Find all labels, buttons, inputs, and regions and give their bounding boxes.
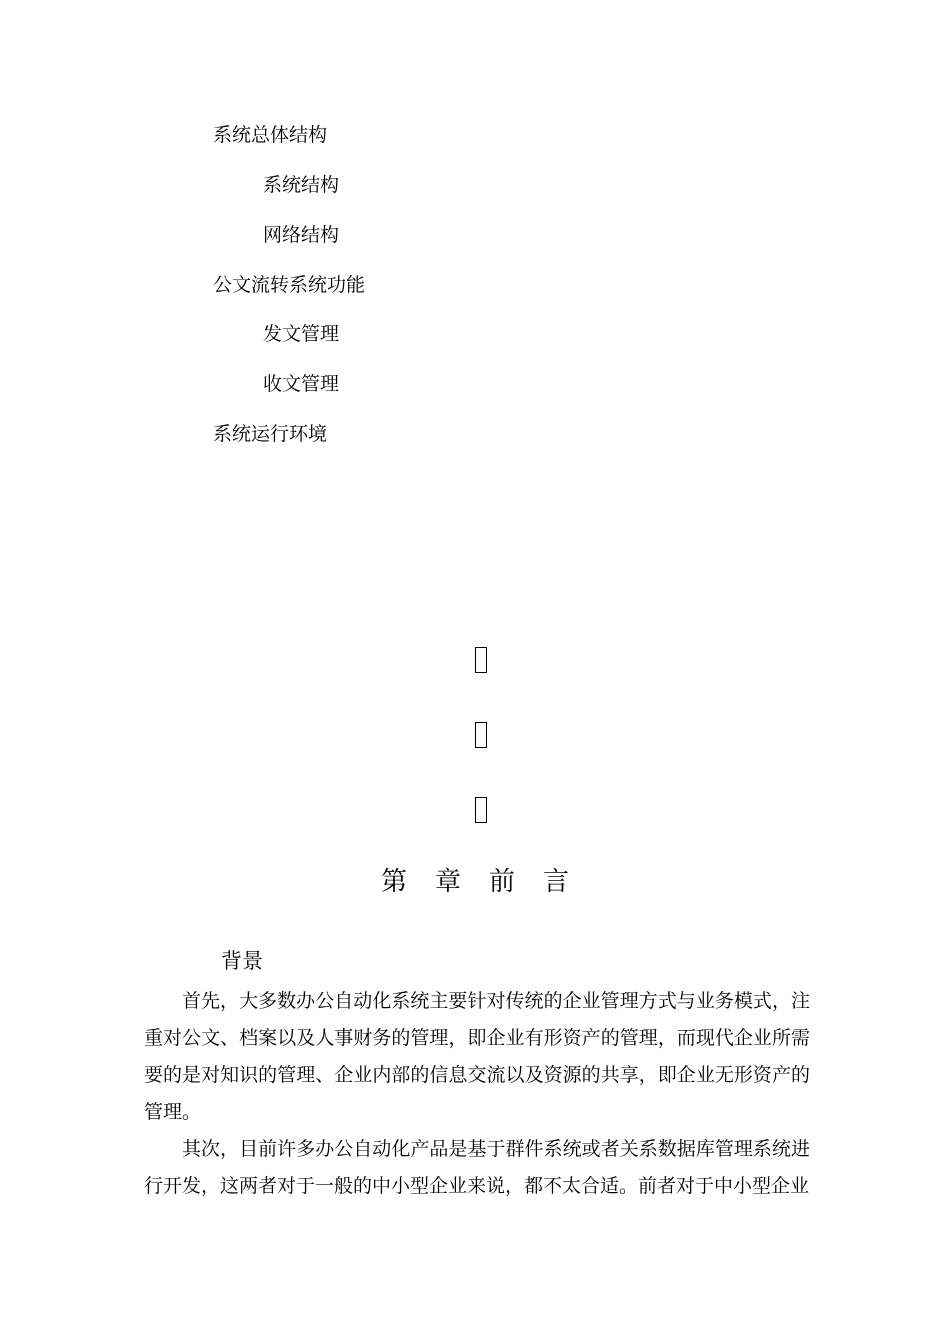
toc-item-incoming-document-management: 收文管理 [263, 373, 340, 395]
missing-glyph-icon [475, 722, 487, 748]
toc-item-outgoing-document-management: 发文管理 [263, 323, 340, 345]
section-heading: 背景 [221, 949, 263, 973]
toc-item-document-flow-functions: 公文流转系统功能 [213, 274, 366, 296]
body-paragraph: 其次，目前许多办公自动化产品是基于群件系统或者关系数据库管理系统进行开发，这两者对于一般的中小型企业来说，都不太合适。前者对于中小型企业 [144, 1138, 810, 1197]
chapter-title: 第章前言 [380, 867, 597, 897]
missing-glyph-icon [475, 797, 487, 823]
toc-item-system-runtime-environment: 系统运行环境 [213, 423, 328, 445]
body-paragraph: 首先，大多数办公自动化系统主要针对传统的企业管理方式与业务模式，注重对公文、档案以及人事财务的管理，即企业有形资产的管理，而现代企业所需要的是对知识的管理、企业内部的信息交流以及资源的共享，即企业无形资产的管理。 [144, 990, 810, 1123]
toc-item-system-overall-structure: 系统总体结构 [213, 124, 328, 146]
missing-glyph-icon [475, 647, 487, 673]
toc-item-network-structure: 网络结构 [263, 224, 340, 246]
toc-item-system-structure: 系统结构 [263, 174, 340, 196]
